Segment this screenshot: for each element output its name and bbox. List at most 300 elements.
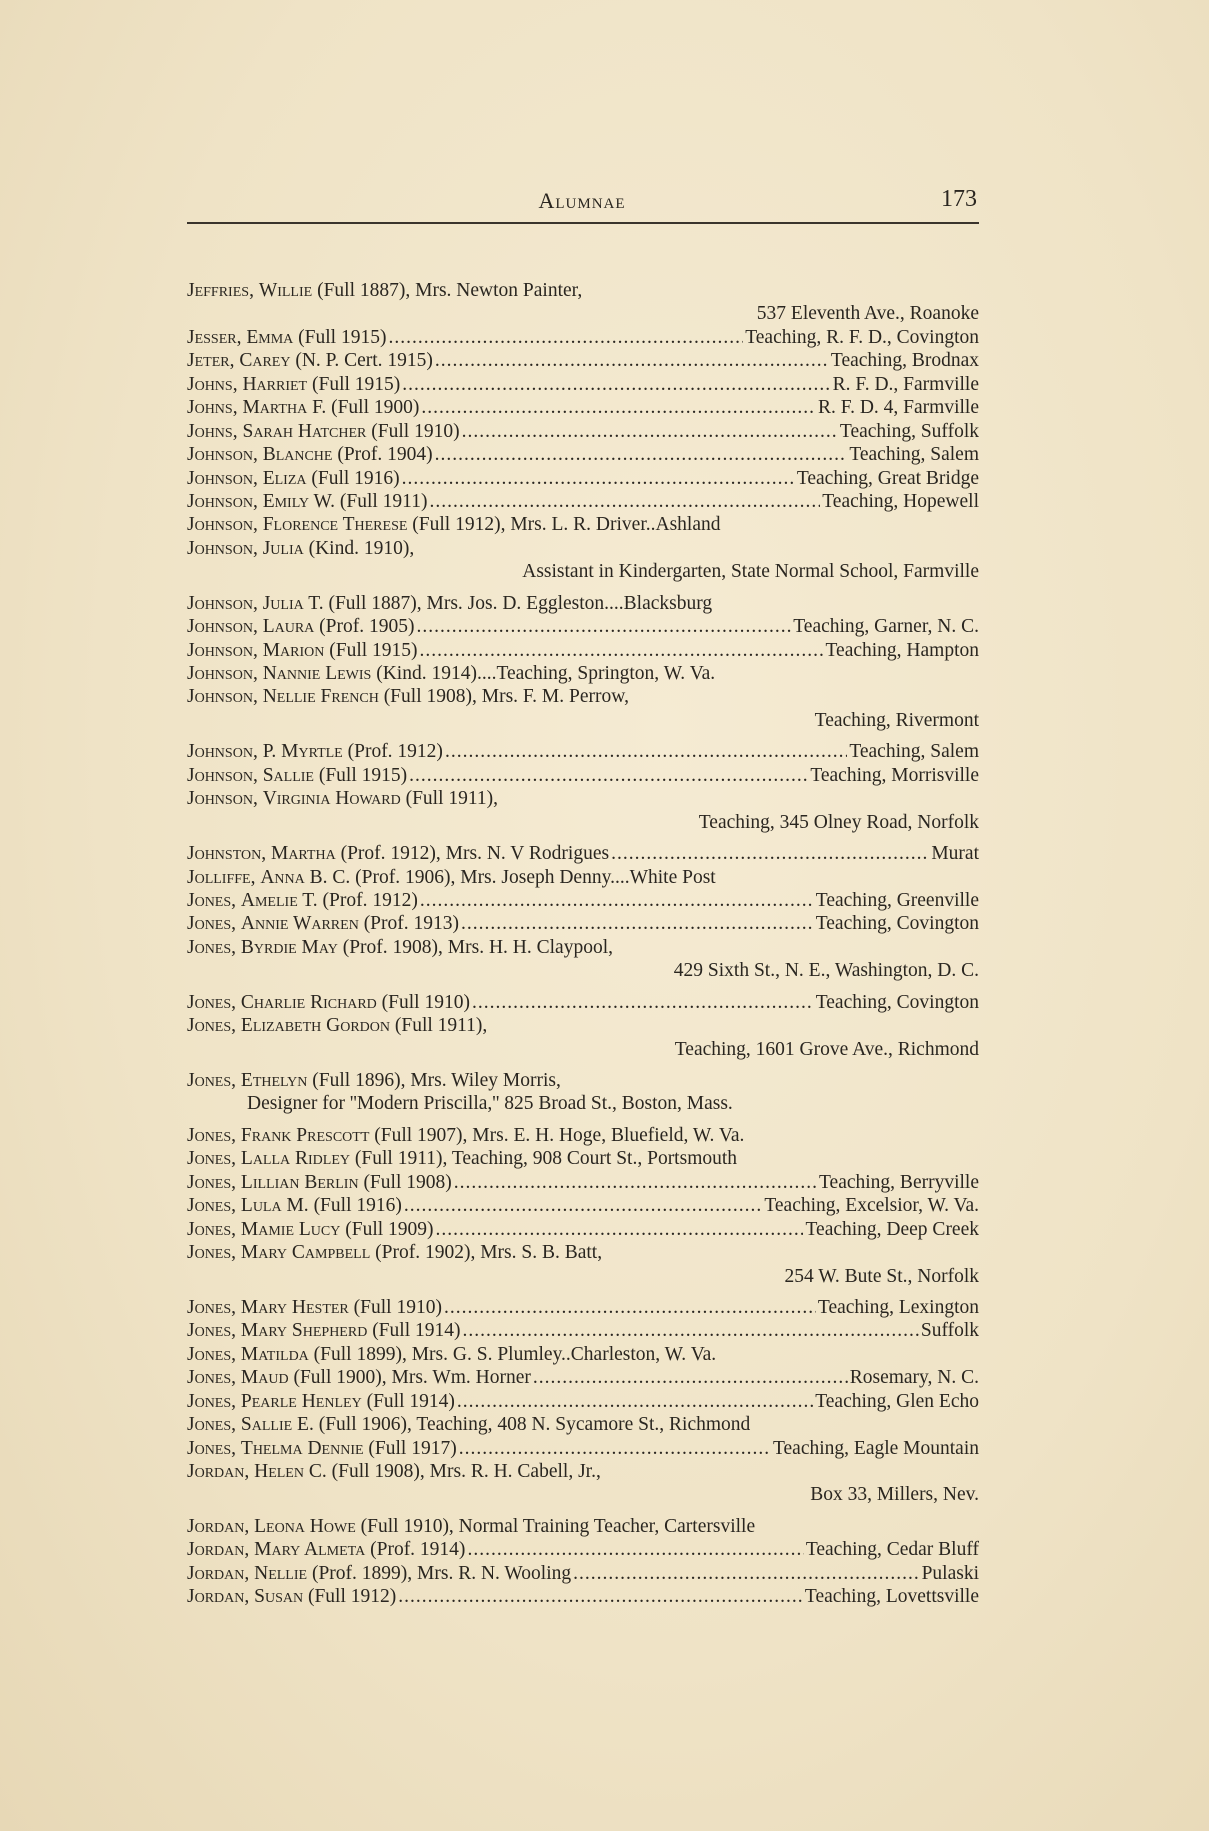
list-item (187, 1437, 979, 1460)
header-rule (187, 222, 979, 224)
list-item (187, 1069, 979, 1116)
entry-surname: Jones (187, 1367, 232, 1389)
list-item (187, 420, 979, 443)
page-number: 173 (941, 186, 977, 212)
entry-info: (Full 1912) (307, 1586, 397, 1608)
entry-info: (Full 1887), Mrs. Newton Painter, (317, 280, 583, 301)
leader-dots (420, 889, 814, 912)
entry-surname: Jones (187, 889, 232, 911)
entry-surname: Johnson (187, 616, 253, 638)
leader-dots (611, 842, 929, 865)
entry-info: F. (Full 1900) (312, 397, 420, 419)
list-item (187, 1319, 979, 1342)
leader-dots (435, 349, 829, 372)
entry-continuation: 537 Eleventh Ave., Roanoke (756, 303, 979, 325)
entry-given-name: Helen C. (254, 1461, 327, 1482)
list-item (187, 396, 979, 419)
entry-name: Jesser, Emma (Full 1915) (187, 326, 387, 348)
entry-location: Teaching, Hopewell (822, 490, 979, 512)
entry-location: Teaching, Covington (815, 991, 979, 1013)
entry-location: Teaching, Suffolk (839, 420, 979, 442)
list-item (187, 349, 979, 372)
entry-given-name: Martha (270, 843, 336, 865)
entry-given-name: Leona Howe (254, 1515, 356, 1537)
entry-name: Jones, Ethelyn (Full 1896), Mrs. Wiley Morris, (187, 1070, 561, 1091)
entry-surname: Johnston (187, 843, 262, 865)
entry-name: Jones, Mary Campbell (Prof. 1902), Mrs. S. B. Batt, (187, 1242, 603, 1264)
entry-given-name: Nannie Lewis (262, 663, 372, 684)
entry-given-name: Anna B. C. (260, 866, 351, 888)
entry-location: Teaching, Lovettsville (804, 1586, 979, 1608)
entry-name: Jones, Maud (Full 1900), Mrs. Wm. Horner (187, 1367, 531, 1389)
list-item (187, 1194, 979, 1217)
entry-surname: Johnson (187, 686, 253, 708)
entry-surname: Johnson (187, 490, 253, 512)
entry-given-name: Marion (262, 639, 325, 661)
entry-info: (Prof. 1908), Mrs. H. H. Claypool, (342, 936, 613, 958)
entry-surname: Jordan (187, 1515, 245, 1537)
entry-name: Johns, Sarah Hatcher (Full 1910) (187, 420, 460, 442)
entry-location: Teaching, Deep Creek (805, 1218, 979, 1240)
list-item (187, 936, 979, 983)
list-item (187, 1515, 979, 1538)
entry-given-name: Mary Shepherd (240, 1320, 368, 1342)
entry-surname: Johnson (187, 663, 253, 684)
entry-surname: Johnson (187, 639, 253, 661)
list-item (187, 513, 979, 536)
entry-name: Jones, Elizabeth Gordon (Full 1911), (187, 1015, 488, 1037)
list-item (187, 639, 979, 662)
entry-surname: Jones (187, 1195, 232, 1217)
entry-given-name: Lillian Berlin (240, 1171, 359, 1193)
entry-gap (187, 584, 979, 592)
list-item (187, 662, 979, 685)
entry-info: (Full 1917) (368, 1437, 457, 1459)
entry-given-name: Willie (258, 280, 313, 301)
entry-info: (Full 1909) (345, 1218, 434, 1240)
page-header (187, 186, 977, 216)
entry-surname: Jones (187, 1124, 232, 1146)
entry-location: Teaching, Salem (849, 444, 979, 466)
entry-surname: Jones (187, 1070, 232, 1091)
entry-continuation: Designer for ''Modern Priscilla,'' 825 Broad St., Boston, Mass. (247, 1093, 733, 1115)
entry-given-name: Mamie Lucy (240, 1218, 341, 1240)
list-item (187, 326, 979, 349)
entry-given-name: Carey (239, 350, 291, 372)
entry-surname: Johnson (187, 514, 253, 536)
entry-given-name: Virginia Howard (262, 788, 401, 810)
entry-name: Jordan, Helen C. (Full 1908), Mrs. R. H. Cabell, Jr., (187, 1461, 601, 1482)
entry-surname: Jordan (187, 1539, 245, 1561)
list-item (187, 1241, 979, 1288)
list-item (187, 685, 979, 732)
entry-info: (Prof. 1899), Mrs. R. N. Wooling (311, 1562, 572, 1584)
entry-info: (Full 1915) (318, 764, 408, 786)
entry-info: (Full 1906), Teaching, 408 N. Sycamore St., Richmond (318, 1414, 751, 1436)
entry-given-name: Matilda (240, 1343, 309, 1365)
leader-dots (573, 1562, 919, 1585)
leader-dots (461, 912, 814, 935)
entry-gap (187, 1507, 979, 1515)
leader-dots (462, 1319, 918, 1342)
entry-info: (Prof. 1912) (347, 741, 443, 763)
entry-info: (Full 1914) (366, 1390, 455, 1412)
entry-location: Teaching, Eagle Mountain (772, 1437, 979, 1459)
entry-location: Teaching, Cedar Bluff (805, 1539, 979, 1561)
entry-name: Johnson, Julia (Kind. 1910), (187, 537, 415, 559)
list-item (187, 1296, 979, 1319)
entry-surname: Jones (187, 1296, 232, 1318)
entry-info: (Full 1915) (329, 639, 418, 661)
entry-name: Johnson, Eliza (Full 1916) (187, 467, 400, 489)
leader-dots (429, 490, 820, 513)
entry-given-name: Nellie (254, 1562, 308, 1584)
leader-dots (404, 1194, 762, 1217)
entry-given-name: Sallie E. (240, 1414, 314, 1436)
entry-surname: Jones (187, 1218, 232, 1240)
entry-given-name: Susan (254, 1586, 304, 1608)
list-item (187, 1413, 979, 1436)
list-item (187, 1562, 979, 1585)
entry-name: Johns, Martha F. (Full 1900) (187, 397, 420, 419)
entry-location: Teaching, Morrisville (810, 764, 979, 786)
list-item (187, 1343, 979, 1366)
leader-dots (472, 991, 814, 1014)
entry-info: (Prof. 1912) (322, 889, 418, 911)
entry-name: Jordan, Nellie (Prof. 1899), Mrs. R. N. Wooling (187, 1562, 572, 1584)
entry-continuation: 429 Sixth St., N. E., Washington, D. C. (673, 960, 979, 982)
list-item (187, 592, 979, 615)
list-item (187, 1366, 979, 1389)
list-item (187, 373, 979, 396)
entry-location: Teaching, R. F. D., Covington (745, 326, 979, 348)
entry-surname: Jeter (187, 350, 230, 372)
entry-info: (Full 1916) (313, 1195, 402, 1217)
list-item (187, 764, 979, 787)
entry-info: W. (Full 1911) (313, 490, 428, 512)
entry-info: (Full 1907), Mrs. E. H. Hoge, Bluefield, W. Va. (374, 1124, 745, 1146)
entry-gap (187, 1288, 979, 1296)
list-item (187, 1147, 979, 1170)
entry-name: Jordan, Susan (Full 1912) (187, 1586, 397, 1608)
entry-given-name: Florence Therese (262, 514, 408, 536)
entry-info: (Full 1908), Mrs. F. M. Perrow, (383, 686, 629, 708)
leader-dots (420, 639, 824, 662)
entry-surname: Jordan (187, 1586, 245, 1608)
entry-info: (Full 1910) (353, 1296, 442, 1318)
leader-dots (445, 740, 847, 763)
entry-given-name: Eliza (262, 467, 307, 489)
leader-dots (444, 1296, 816, 1319)
entry-given-name: Mary Almeta (254, 1539, 366, 1561)
list-item (187, 490, 979, 513)
entry-surname: Johns (187, 373, 233, 395)
leader-dots (454, 1171, 817, 1194)
entry-name: Johnson, Nellie French (Full 1908), Mrs. F. M. Perrow, (187, 686, 629, 708)
entry-name: Jones, Mary Shepherd (Full 1914) (187, 1320, 461, 1342)
list-item (187, 279, 979, 326)
entry-location: R. F. D. 4, Farmville (818, 397, 979, 419)
entry-name: Jeter, Carey (N. P. Cert. 1915) (187, 350, 433, 372)
entry-name: Jones, Frank Prescott (Full 1907), Mrs. E. H. Hoge, Bluefield, W. Va. (187, 1124, 745, 1146)
entry-surname: Jones (187, 1320, 232, 1342)
entry-name: Johns, Harriet (Full 1915) (187, 373, 401, 395)
entry-location: Murat (931, 843, 979, 865)
entry-given-name: Mary Campbell (240, 1242, 371, 1264)
list-item (187, 1171, 979, 1194)
entry-surname: Johns (187, 420, 233, 442)
entry-surname: Johnson (187, 467, 253, 489)
entry-info: (Full 1916) (311, 467, 400, 489)
entry-info: (Prof. 1902), Mrs. S. B. Batt, (375, 1242, 603, 1264)
entry-surname: Jordan (187, 1461, 245, 1482)
entry-surname: Johnson (187, 537, 253, 559)
entry-surname: Johnson (187, 764, 253, 786)
entry-info: (Full 1896), Mrs. Wiley Morris, (312, 1070, 561, 1091)
list-item (187, 467, 979, 490)
entry-surname: Jesser (187, 326, 237, 348)
entry-name: Jones, Thelma Dennie (Full 1917) (187, 1437, 457, 1459)
entry-location: Rosemary, N. C. (849, 1367, 979, 1389)
entry-name: Jones, Pearle Henley (Full 1914) (187, 1390, 455, 1412)
leader-dots (459, 1437, 771, 1460)
entry-surname: Jones (187, 1343, 232, 1365)
entry-info: (Full 1910), Normal Training Teacher, Cartersville (360, 1515, 756, 1537)
entry-location: Teaching, Greenville (815, 889, 979, 911)
entry-location: Teaching, Excelsior, W. Va. (764, 1195, 979, 1217)
entry-name: Jones, Annie Warren (Prof. 1913) (187, 913, 460, 935)
entry-name: Johnson, Florence Therese (Full 1912), Mrs. L. R. Driver..Ashland (187, 514, 721, 536)
entry-given-name: Amelie T. (240, 889, 318, 911)
entry-location: Suffolk (920, 1320, 979, 1342)
entry-surname: Jordan (187, 1562, 245, 1584)
list-item (187, 912, 979, 935)
entry-given-name: Lula M. (240, 1195, 309, 1217)
entry-given-name: Julia (262, 537, 304, 559)
entry-continuation: Box 33, Millers, Nev. (810, 1484, 979, 1506)
list-item (187, 443, 979, 466)
entry-location: Teaching, Glen Echo (815, 1390, 979, 1412)
entry-name: Jeffries, Willie (Full 1887), Mrs. Newton Painter, (187, 280, 583, 301)
list-item (187, 615, 979, 638)
leader-dots (462, 420, 838, 443)
list-item (187, 1390, 979, 1413)
leader-dots (409, 764, 808, 787)
entry-given-name: Maud (240, 1367, 289, 1389)
entry-surname: Jeffries (187, 280, 250, 301)
entry-location: Pulaski (921, 1562, 979, 1584)
entry-continuation: Assistant in Kindergarten, State Normal School, Farmville (522, 561, 979, 583)
entry-surname: Jones (187, 1414, 232, 1436)
leader-dots (416, 615, 791, 638)
entry-given-name: Charlie Richard (240, 991, 377, 1013)
entry-name: Johnson, P. Myrtle (Prof. 1912) (187, 741, 443, 763)
entry-location: Teaching, Brodnax (830, 350, 979, 372)
entry-info: (Kind. 1910), (308, 537, 415, 559)
entry-given-name: Thelma Dennie (240, 1437, 364, 1459)
entry-name: Jones, Mamie Lucy (Full 1909) (187, 1218, 434, 1240)
entry-given-name: Harriet (242, 373, 308, 395)
entry-info: (Full 1911), (405, 788, 499, 810)
entry-info: (Prof. 1906), Mrs. Joseph Denny....White Post (355, 866, 716, 888)
entry-name: Johnson, Virginia Howard (Full 1911), (187, 788, 499, 810)
entry-given-name: Julia (262, 592, 304, 614)
entry-given-name: Annie Warren (240, 913, 359, 935)
entry-surname: Johns (187, 397, 233, 419)
entry-surname: Johnson (187, 741, 253, 763)
entry-info: (Prof. 1913) (363, 913, 460, 935)
list-item (187, 787, 979, 834)
entry-location: Teaching, Berryville (819, 1171, 979, 1193)
list-item (187, 1014, 979, 1061)
entry-given-name: Blanche (262, 444, 333, 466)
entry-info: (Full 1911), (394, 1015, 488, 1037)
list-item (187, 740, 979, 763)
list-item (187, 1124, 979, 1147)
entry-info: (Prof. 1904) (337, 444, 433, 466)
entry-name: Jones, Mary Hester (Full 1910) (187, 1296, 442, 1318)
entry-continuation: Teaching, 345 Olney Road, Norfolk (698, 811, 979, 833)
entry-info: (Full 1908), Mrs. R. H. Cabell, Jr., (331, 1461, 601, 1482)
entry-name: Jolliffe, Anna B. C. (Prof. 1906), Mrs. Joseph Denny....White Post (187, 866, 716, 888)
entry-name: Johnson, Blanche (Prof. 1904) (187, 444, 433, 466)
entry-given-name: Elizabeth Gordon (240, 1015, 390, 1037)
list-item (187, 1460, 979, 1507)
entry-location: Teaching, Great Bridge (796, 467, 979, 489)
entry-name: Jones, Lalla Ridley (Full 1911), Teaching, 908 Court St., Portsmouth (187, 1148, 738, 1170)
entry-info: (Full 1910) (371, 420, 460, 442)
leader-dots (457, 1390, 813, 1413)
entry-surname: Johnson (187, 592, 253, 614)
entry-info: (Full 1908) (363, 1171, 452, 1193)
entry-given-name: Laura (262, 616, 315, 638)
leader-dots (402, 373, 830, 396)
entry-surname: Jones (187, 1171, 232, 1193)
entry-info: (Full 1914) (372, 1320, 461, 1342)
entry-given-name: Pearle Henley (240, 1390, 362, 1412)
entry-name: Jones, Amelie T. (Prof. 1912) (187, 889, 418, 911)
entry-gap (187, 732, 979, 740)
running-head: Alumnae (538, 188, 626, 213)
entry-surname: Jones (187, 1390, 232, 1412)
entry-info: (Prof. 1912), Mrs. N. V Rodrigues (340, 843, 610, 865)
entry-given-name: Emma (246, 326, 294, 348)
entry-given-name: Mary Hester (240, 1296, 349, 1318)
entry-location: Teaching, Garner, N. C. (793, 616, 979, 638)
entry-info: (Kind. 1914)....Teaching, Springton, W. Va. (376, 663, 716, 684)
entry-info: (Full 1910) (381, 991, 470, 1013)
entry-surname: Jones (187, 1148, 232, 1170)
leader-dots (402, 467, 795, 490)
entry-given-name: Sarah Hatcher (242, 420, 367, 442)
entry-location: Teaching, Lexington (817, 1296, 979, 1318)
list-item (187, 866, 979, 889)
entry-name: Johnson, Laura (Prof. 1905) (187, 616, 415, 638)
entry-surname: Jolliffe (187, 866, 251, 888)
entry-name: Jordan, Leona Howe (Full 1910), Normal Training Teacher, Cartersville (187, 1515, 756, 1537)
entry-surname: Jones (187, 1015, 232, 1037)
leader-dots (388, 326, 743, 349)
entry-name: Johnston, Martha (Prof. 1912), Mrs. N. V Rodrigues (187, 843, 610, 865)
list-item (187, 1585, 979, 1608)
list-item (187, 991, 979, 1014)
entry-info: (Full 1915) (298, 326, 387, 348)
entry-name: Jones, Matilda (Full 1899), Mrs. G. S. Plumley..Charleston, W. Va. (187, 1343, 717, 1365)
entry-given-name: Emily (262, 490, 309, 512)
entry-name: Jones, Lillian Berlin (Full 1908) (187, 1171, 452, 1193)
list-item (187, 537, 979, 584)
entry-info: T. (Full 1887), Mrs. Jos. D. Eggleston....Blacksburg (308, 592, 713, 614)
entry-surname: Jones (187, 1242, 232, 1264)
leader-dots (398, 1585, 803, 1608)
leader-dots (435, 443, 848, 466)
entry-info: (Full 1911), Teaching, 908 Court St., Portsmouth (354, 1148, 738, 1170)
entry-given-name: Martha (242, 397, 308, 419)
entry-given-name: Lalla Ridley (240, 1148, 351, 1170)
entry-info: (N. P. Cert. 1915) (295, 350, 433, 372)
entry-location: Teaching, Covington (815, 913, 979, 935)
entry-info: (Full 1900), Mrs. Wm. Horner (293, 1367, 531, 1389)
entry-name: Jones, Lula M. (Full 1916) (187, 1195, 402, 1217)
entry-location: Teaching, Hampton (825, 639, 979, 661)
list-item (187, 842, 979, 865)
entry-name: Jones, Sallie E. (Full 1906), Teaching, 408 N. Sycamore St., Richmond (187, 1414, 751, 1436)
entry-gap (187, 1116, 979, 1124)
entry-location: Teaching, Salem (849, 741, 979, 763)
leader-dots (533, 1366, 848, 1389)
entry-name: Johnson, Marion (Full 1915) (187, 639, 418, 661)
entry-info: (Prof. 1905) (319, 616, 415, 638)
entry-continuation: 254 W. Bute St., Norfolk (784, 1265, 979, 1287)
entry-given-name: Byrdie May (240, 936, 338, 958)
entry-name: Jones, Charlie Richard (Full 1910) (187, 991, 470, 1013)
entry-surname: Jones (187, 936, 232, 958)
entry-surname: Johnson (187, 444, 253, 466)
leader-dots (421, 396, 816, 419)
entry-name: Jones, Byrdie May (Prof. 1908), Mrs. H. H. Claypool, (187, 936, 613, 958)
entry-given-name: Frank Prescott (240, 1124, 370, 1146)
alumnae-list (187, 279, 979, 1609)
entry-location: R. F. D., Farmville (832, 373, 979, 395)
entry-continuation: Teaching, Rivermont (814, 709, 979, 731)
entry-surname: Jones (187, 913, 232, 935)
entry-surname: Jones (187, 1437, 232, 1459)
entry-name: Johnson, Julia T. (Full 1887), Mrs. Jos. D. Eggleston....Blacksburg (187, 592, 713, 614)
entry-continuation: Teaching, 1601 Grove Ave., Richmond (674, 1038, 979, 1060)
entry-info: (Full 1912), Mrs. L. R. Driver..Ashland (412, 514, 721, 536)
leader-dots (436, 1218, 804, 1241)
entry-info: (Full 1899), Mrs. G. S. Plumley..Charleston, W. Va. (313, 1343, 717, 1365)
entry-surname: Johnson (187, 788, 253, 810)
entry-name: Johnson, Nannie Lewis (Kind. 1914)....Teaching, Springton, W. Va. (187, 663, 716, 684)
entry-given-name: Sallie (262, 764, 314, 786)
entry-given-name: P. Myrtle (262, 741, 343, 763)
entry-info: (Prof. 1914) (370, 1539, 466, 1561)
list-item (187, 889, 979, 912)
leader-dots (467, 1538, 803, 1561)
entry-name: Jordan, Mary Almeta (Prof. 1914) (187, 1539, 466, 1561)
entry-surname: Jones (187, 991, 232, 1013)
entry-gap (187, 1061, 979, 1069)
entry-gap (187, 983, 979, 991)
entry-given-name: Nellie French (262, 686, 379, 708)
list-item (187, 1218, 979, 1241)
entry-name: Johnson, Sallie (Full 1915) (187, 764, 408, 786)
entry-name: Johnson, Emily W. (Full 1911) (187, 490, 428, 512)
entry-gap (187, 834, 979, 842)
entry-info: (Full 1915) (311, 373, 401, 395)
list-item (187, 1538, 979, 1561)
